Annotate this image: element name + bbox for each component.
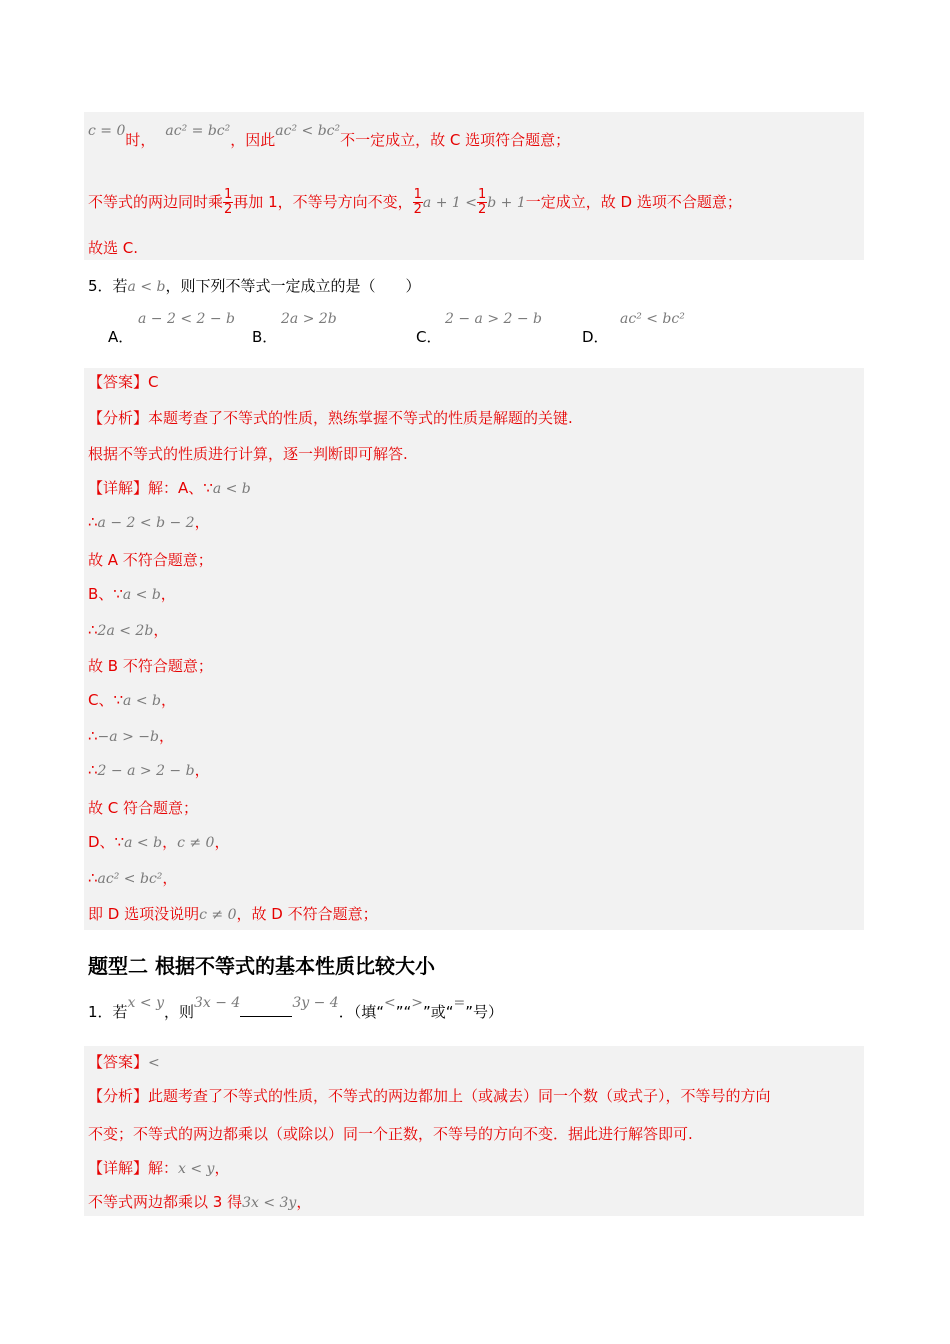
step-line: 故 C 符合题意； bbox=[88, 799, 199, 817]
math-expr: b + 1 bbox=[487, 195, 526, 211]
step-line: 故 A 不符合题意； bbox=[88, 551, 213, 569]
final-choice: 故选 C. bbox=[88, 239, 139, 257]
math-expr: ac² < bc² bbox=[275, 123, 341, 139]
math-expr: a < b bbox=[122, 587, 161, 603]
step-line: 故 B 不符合题意； bbox=[88, 657, 213, 675]
answer-blank[interactable] bbox=[240, 1002, 292, 1017]
math-expr: a − 2 < b − 2 bbox=[97, 515, 195, 531]
option-b-label: B． bbox=[252, 328, 278, 346]
step-line: D、∵a < b，c ≠ 0， bbox=[88, 833, 230, 851]
step-line: ∴2 − a > 2 − b， bbox=[88, 761, 210, 779]
text: 再加 1，不等号方向不变， bbox=[233, 193, 413, 211]
math-symbol: < bbox=[148, 1055, 160, 1071]
text: 时， bbox=[125, 131, 156, 149]
option-d-label: D． bbox=[582, 328, 609, 346]
math-expr: a < b bbox=[123, 693, 161, 709]
math-symbol: = bbox=[453, 995, 466, 1011]
step-line: B、∵a < b， bbox=[88, 585, 176, 603]
step-line: 即 D 选项没说明c ≠ 0，故 D 不符合题意； bbox=[88, 905, 378, 923]
math-expr: 3x < 3y bbox=[242, 1195, 297, 1211]
math-expr: a < b bbox=[127, 279, 166, 295]
math-symbol: > bbox=[411, 995, 423, 1011]
math-expr: ac² = bc² bbox=[165, 123, 231, 139]
math-expr: 2a < 2b bbox=[97, 623, 154, 639]
analysis-cont: 不变；不等式的两边都乘以（或除以）同一个正数，不等号的方向不变．据此进行解答即可. bbox=[88, 1125, 693, 1143]
detail-start: 【详解】解：A、∵a < b bbox=[88, 479, 251, 497]
math-expr: 3x − 4 bbox=[194, 995, 241, 1011]
option-c-label: C． bbox=[416, 328, 442, 346]
section-heading: 题型二 根据不等式的基本性质比较大小 bbox=[88, 954, 435, 978]
math-expr: 3y − 4 bbox=[292, 995, 339, 1011]
option-a-label: A． bbox=[108, 328, 134, 346]
detail-start: 【详解】解：x < y， bbox=[88, 1159, 230, 1177]
math-expr: x < y bbox=[127, 995, 164, 1011]
option-d-expr: ac² < bc² bbox=[620, 311, 685, 327]
text: 不等式的两边同时乘 bbox=[88, 193, 224, 211]
math-expr: ac² < bc² bbox=[97, 871, 163, 887]
math-expr: c ≠ 0 bbox=[199, 907, 237, 923]
math-symbol: < bbox=[383, 995, 396, 1011]
question-5: 5．若a < b，则下列不等式一定成立的是（ ） bbox=[88, 277, 421, 295]
math-expr: 2 − a > 2 − b bbox=[97, 763, 195, 779]
analysis: 【分析】此题考查了不等式的性质，不等式的两边都加上（或减去）同一个数（或式子），不等号的方向 bbox=[88, 1087, 771, 1105]
step-line: ∴ac² < bc²， bbox=[88, 869, 178, 887]
step-line: 不等式两边都乘以 3 得3x < 3y， bbox=[88, 1193, 312, 1211]
text: 不一定成立，故 C 选项符合题意； bbox=[340, 131, 571, 149]
text: ，因此 bbox=[230, 131, 276, 149]
math-expr: a < b bbox=[124, 835, 163, 851]
step-line: ∴a − 2 < b − 2， bbox=[88, 513, 210, 531]
math-expr: a + 1 < bbox=[422, 195, 477, 211]
fraction-half: $\frac{1}{2}$ bbox=[413, 187, 422, 217]
analysis: 【分析】本题考查了不等式的性质，熟练掌握不等式的性质是解题的关键. bbox=[88, 409, 573, 427]
math-expr: c ≠ 0 bbox=[177, 835, 215, 851]
math-expr: −a > −b bbox=[97, 729, 159, 745]
question-1: 1．若x < y，则3x − 4 3y − 4．（填“<”“>”或“=”号） bbox=[88, 995, 504, 1021]
math-expr: x < y bbox=[178, 1161, 215, 1177]
option-b-expr: 2a > 2b bbox=[281, 311, 337, 327]
option-c-expr: 2 − a > 2 − b bbox=[445, 311, 543, 327]
step-line: C、∵a < b， bbox=[88, 691, 176, 709]
option-a-expr: a − 2 < 2 − b bbox=[138, 311, 236, 327]
solution-line-c bbox=[88, 123, 571, 151]
solution-line-d bbox=[88, 188, 742, 217]
text: 一定成立，故 D 选项不合题意； bbox=[525, 193, 742, 211]
analysis-cont: 根据不等式的性质进行计算，逐一判断即可解答. bbox=[88, 445, 408, 463]
answer: 【答案】< bbox=[88, 1053, 160, 1071]
fraction-half: $\frac{1}{2}$ bbox=[477, 187, 487, 217]
step-line: ∴−a > −b， bbox=[88, 727, 174, 745]
math-expr: c = 0 bbox=[88, 123, 126, 139]
step-line: ∴2a < 2b， bbox=[88, 621, 169, 639]
answer: 【答案】C bbox=[88, 373, 159, 391]
math-expr: a < b bbox=[212, 481, 251, 497]
fraction-half: $\frac{1}{2}$ bbox=[224, 187, 233, 217]
